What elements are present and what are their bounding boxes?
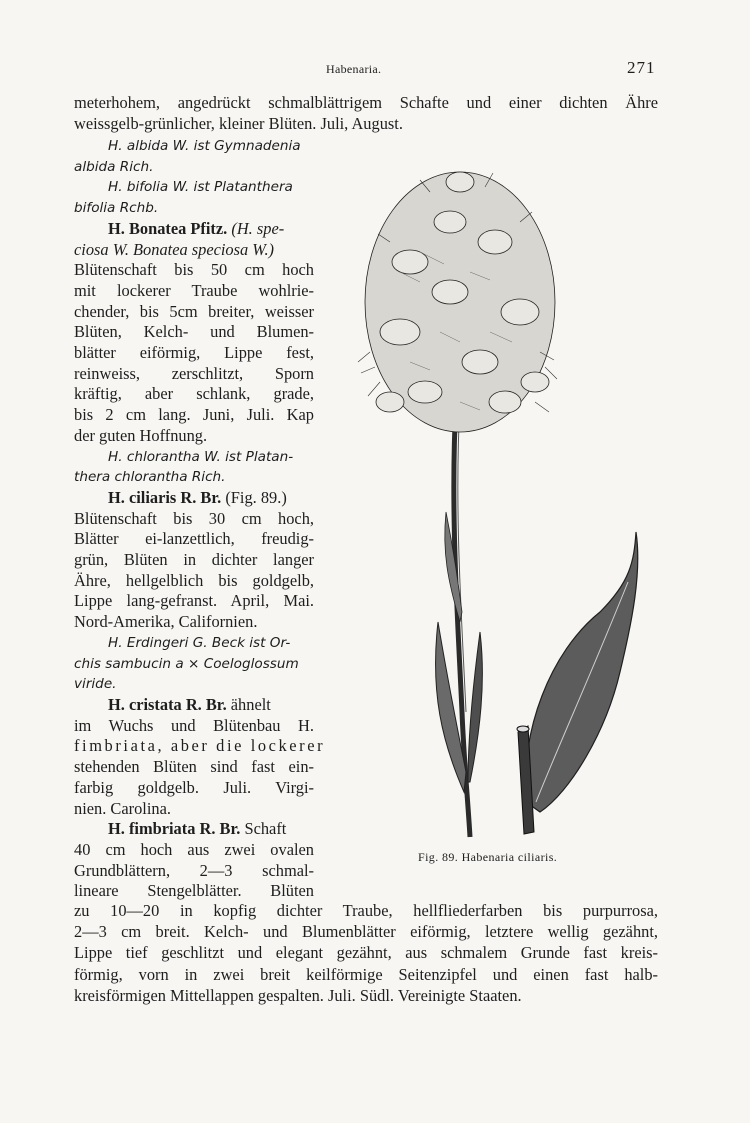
page-number: 271 [627, 58, 656, 77]
entry-chlorantha [74, 447, 314, 488]
entry-albida [74, 136, 314, 177]
bottom-line-5: kreisförmigen Mittellappen gespalten. Juli. Südl. Vereinigte Staaten. [74, 985, 522, 1005]
page-header [0, 58, 750, 82]
fimbriata-line-3: Grundblättern, 2—3 schmal- [74, 860, 314, 880]
bonatea-line-8: reinweiss, zerschlitzt, Sporn [74, 363, 314, 383]
bonatea-line-5: chender, bis 5cm breiter, weisser [74, 301, 314, 321]
flower-head [365, 172, 555, 432]
cristata-line-4: stehenden Blüten sind fast ein- [74, 757, 314, 777]
intro-line-2: weissgelb-grünlicher, kleiner Blüten. Juli, August. [74, 114, 403, 133]
cristata-line-5: farbig goldgelb. Juli. Virgi- [74, 777, 314, 797]
chlorantha-line-1: H. chlorantha W. ist Platan- [108, 448, 294, 465]
entry-cristata [74, 694, 326, 819]
bifolia-line-2: bifolia Rchb. [74, 200, 159, 217]
bonatea-heading-line [74, 219, 314, 240]
ciliaris-line-6: Lippe lang-gefranst. April, Mai. [74, 591, 314, 611]
bottom-paragraph [74, 900, 658, 1006]
bottom-line-4: förmig, vorn in zwei breit keilförmige Seitenzipfel und einen fast halb- [74, 964, 658, 984]
text-column [74, 136, 326, 902]
fimbriata-heading: H. fimbriata R. Br. [108, 819, 241, 839]
bonatea-heading-rest: (H. spe- [231, 218, 285, 238]
ciliaris-heading-rest: (Fig. 89.) [225, 487, 287, 507]
ciliaris-heading-line [74, 488, 314, 509]
fimbriata-line-2: 40 cm hoch aus zwei ovalen [74, 839, 314, 859]
entry-ciliaris [74, 488, 314, 633]
albida-line-1: H. albida W. ist Gymnadenia [108, 138, 301, 154]
cristata-line-2: im Wuchs und Blütenbau H. [74, 715, 314, 735]
erdingeri-line-1: H. Erdingeri G. Beck ist Or- [108, 634, 291, 651]
entry-bifolia [74, 177, 314, 218]
entry-bonatea [74, 219, 314, 447]
cristata-heading-line [74, 695, 314, 716]
bonatea-line-3: Blütenschaft bis 50 cm hoch [74, 260, 314, 280]
cristata-line-6: nien. Carolina. [74, 798, 171, 818]
ciliaris-heading: H. ciliaris R. Br. [108, 487, 222, 507]
intro-line-1: meterhohem, angedrückt schmalblättrigem Schafte und einer dichten Ähre [74, 93, 658, 112]
bonatea-line-11: der guten Hoffnung. [74, 425, 208, 445]
bonatea-line-7: blätter eiförmig, Lippe fest, [74, 343, 314, 363]
bonatea-line-4: mit lockerer Traube wohlrie- [74, 280, 314, 300]
bonatea-line-10: bis 2 cm lang. Juni, Juli. Kap [74, 405, 314, 425]
orchid-illustration-icon [330, 152, 652, 842]
bonatea-line-6: Blüten, Kelch- und Blumen- [74, 322, 314, 342]
erdingeri-line-2: chis sambucin a × Coeloglossum [74, 655, 299, 672]
fimbriata-line-4: lineare Stengelblätter. Blüten [74, 881, 314, 901]
cristata-heading-rest: ähnelt [230, 694, 271, 714]
bottom-line-3: Lippe tief geschlitzt und elegant gezähnt, aus schmalem Grunde fast kreis- [74, 943, 658, 963]
basal-leaf [525, 532, 638, 812]
bifolia-line-1: H. bifolia W. ist Platanthera [108, 179, 293, 196]
stem-leaf-right [468, 632, 482, 782]
bonatea-line-2: ciosa W. Bonatea speciosa W.) [74, 239, 275, 259]
entry-erdingeri [74, 633, 314, 695]
bonatea-heading: H. Bonatea Pfitz. [108, 218, 228, 238]
albida-line-2: albida Rich. [74, 158, 154, 175]
chlorantha-line-2: thera chlorantha Rich. [74, 469, 226, 486]
cristata-heading: H. cristata R. Br. [108, 694, 227, 714]
bottom-line-1: zu 10—20 in kopfig dichter Traube, hellfliederfarben bis purpurrosa, [74, 901, 658, 920]
cristata-line-3: fimbriata, aber die lockerer [74, 736, 326, 756]
orchid-drawing [330, 152, 652, 842]
bonatea-line-9: kräftig, aber schlank, grade, [74, 384, 314, 404]
ciliaris-line-5: Ähre, hellgelblich bis goldgelb, [74, 570, 314, 590]
running-head: Habenaria. [326, 62, 382, 76]
bottom-line-2: 2—3 cm breit. Kelch- und Blumenblätter eiförmig, letztere wellig gezähnt, [74, 922, 658, 942]
erdingeri-line-3: viride. [74, 676, 117, 693]
ciliaris-line-7: Nord-Amerika, Californien. [74, 612, 258, 632]
ciliaris-line-4: grün, Blüten in dichter langer [74, 550, 314, 570]
fimbriata-heading-line [74, 819, 314, 840]
figure-caption: Fig. 89. Habenaria ciliaris. [418, 850, 558, 864]
entry-fimbriata [74, 819, 314, 902]
ciliaris-line-3: Blätter ei-lanzettlich, freudig- [74, 529, 314, 549]
ciliaris-line-2: Blütenschaft bis 30 cm hoch, [74, 508, 314, 528]
fimbriata-heading-rest: Schaft [244, 819, 287, 839]
